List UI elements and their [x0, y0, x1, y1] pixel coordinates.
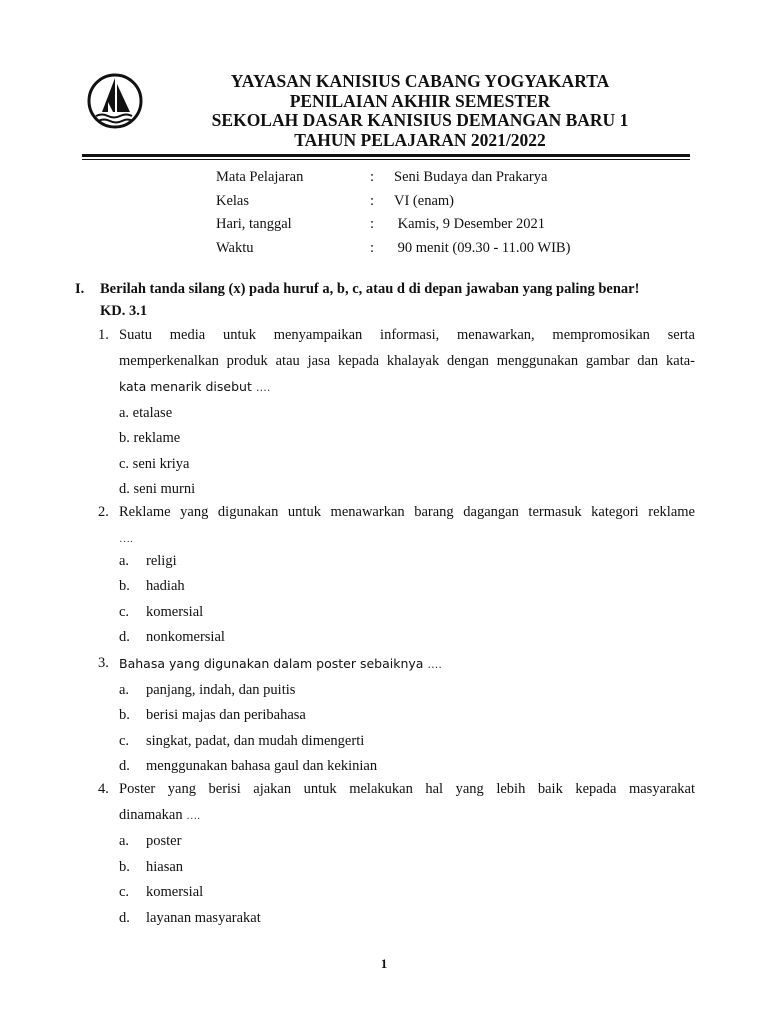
- question-3: [98, 651, 695, 780]
- school-name: SEKOLAH DASAR KANISIUS DEMANGAN BARU 1: [211, 110, 629, 130]
- option-c[interactable]: [98, 880, 695, 906]
- answer-blank: ….: [427, 658, 442, 671]
- option-letter: a.: [119, 681, 130, 698]
- option-text: berisi majas dan peribahasa: [146, 707, 306, 723]
- question-text: Reklame yang digunakan untuk menawarkan barang dagangan termasuk kategori reklame: [119, 504, 695, 520]
- info-colon: :: [370, 169, 375, 186]
- option-a[interactable]: [98, 829, 695, 855]
- question-text-tail: dinamakan: [119, 806, 183, 823]
- section-header: [75, 279, 695, 299]
- option-c[interactable]: [98, 600, 695, 626]
- question-text: [119, 651, 695, 678]
- option-letter: d.: [119, 629, 130, 645]
- option-d[interactable]: d. seni murni: [119, 481, 196, 497]
- foundation-title: YAYASAN KANISIUS CABANG YOGYAKARTA: [230, 71, 610, 91]
- option-text: layanan masyarakat: [146, 909, 261, 926]
- question-text-end: [98, 526, 695, 549]
- option-text: religi: [146, 552, 177, 569]
- question-text-body: Bahasa yang digunakan dalam poster sebaiknya: [119, 656, 424, 671]
- question-2: [98, 500, 695, 651]
- option-letter: c.: [119, 603, 130, 620]
- kd-label: KD. 3.1: [100, 303, 148, 319]
- option-letter: b.: [119, 858, 130, 875]
- option-a[interactable]: [98, 678, 695, 704]
- option-text: singkat, padat, dan mudah dimengerti: [146, 732, 365, 749]
- question-number: 2.: [98, 504, 109, 520]
- kanisius-logo-icon: [86, 72, 144, 130]
- section-instruction: Berilah tanda silang (x) pada huruf a, b, c, atau d di depan jawaban yang paling benar!: [100, 280, 640, 297]
- option-text: komersial: [146, 603, 204, 620]
- info-row-time: [216, 237, 570, 261]
- option-d[interactable]: [98, 625, 695, 651]
- info-value: Kamis, 9 Desember 2021: [394, 216, 546, 233]
- question-text: Suatu media untuk menyampaikan informasi, menawarkan, mempromosikan serta: [119, 327, 695, 343]
- question-4: [98, 777, 695, 931]
- option-text: menggunakan bahasa gaul dan kekinian: [146, 758, 378, 774]
- question-text-tail: kata menarik disebut: [119, 379, 252, 394]
- option-b[interactable]: [98, 703, 695, 729]
- info-label: Kelas: [216, 192, 250, 209]
- exam-info: [216, 166, 570, 260]
- option-b[interactable]: [98, 855, 695, 881]
- answer-blank: ….: [119, 532, 133, 545]
- question-text-end: [98, 374, 695, 401]
- question-number: 3.: [98, 655, 109, 671]
- info-label: Hari, tanggal: [216, 216, 292, 233]
- option-text: nonkomersial: [146, 629, 225, 645]
- option-letter: b.: [119, 707, 130, 723]
- option-a[interactable]: a. etalase: [119, 404, 173, 421]
- info-colon: :: [370, 216, 375, 233]
- option-letter: c.: [119, 884, 130, 900]
- option-letter: d.: [119, 909, 130, 926]
- option-text: hiasan: [146, 858, 184, 875]
- header-divider-thick: [82, 154, 690, 157]
- question-1: [98, 323, 695, 503]
- info-row-subject: [216, 166, 570, 190]
- option-c[interactable]: [98, 729, 695, 755]
- answer-blank: ….: [255, 381, 271, 394]
- exam-title: PENILAIAN AKHIR SEMESTER: [289, 90, 551, 111]
- info-row-date: [216, 213, 570, 237]
- page-number: 1: [380, 956, 388, 971]
- option-d[interactable]: [98, 906, 695, 932]
- info-colon: :: [370, 239, 375, 256]
- option-d[interactable]: [98, 754, 695, 780]
- answer-blank: ….: [186, 809, 200, 822]
- section-number: I.: [75, 280, 85, 297]
- option-text: komersial: [146, 884, 204, 900]
- option-a[interactable]: [98, 549, 695, 575]
- option-letter: d.: [119, 758, 130, 774]
- question-text-end: [98, 803, 695, 830]
- option-letter: c.: [119, 732, 130, 749]
- info-value: 90 menit (09.30 - 11.00 WIB): [394, 239, 571, 256]
- option-b[interactable]: [98, 574, 695, 600]
- info-value: Seni Budaya dan Prakarya: [394, 169, 548, 186]
- question-text-cont: memperkenalkan produk atau jasa kepada khalayak dengan menggunakan gambar dan kata-: [119, 352, 695, 369]
- question-number: 1.: [98, 327, 109, 343]
- option-text: hadiah: [146, 578, 185, 594]
- option-text: panjang, indah, dan puitis: [146, 681, 296, 698]
- option-letter: b.: [119, 578, 130, 594]
- academic-year: TAHUN PELAJARAN 2021/2022: [294, 129, 546, 150]
- question-text: Poster yang berisi ajakan untuk melakukan hal yang lebih baik kepada masyarakat: [119, 781, 695, 797]
- info-label: Waktu: [216, 239, 254, 256]
- info-row-class: [216, 190, 570, 214]
- option-c[interactable]: c. seni kriya: [119, 455, 190, 472]
- info-value: VI (enam): [394, 192, 454, 209]
- option-text: poster: [146, 833, 182, 849]
- header-divider-thin: [82, 159, 690, 160]
- question-number: 4.: [98, 781, 109, 797]
- option-letter: a.: [119, 833, 130, 849]
- option-b[interactable]: b. reklame: [119, 430, 181, 446]
- option-letter: a.: [119, 552, 130, 569]
- info-label: Mata Pelajaran: [216, 169, 304, 186]
- header-titles: [150, 72, 690, 150]
- info-colon: :: [370, 192, 375, 209]
